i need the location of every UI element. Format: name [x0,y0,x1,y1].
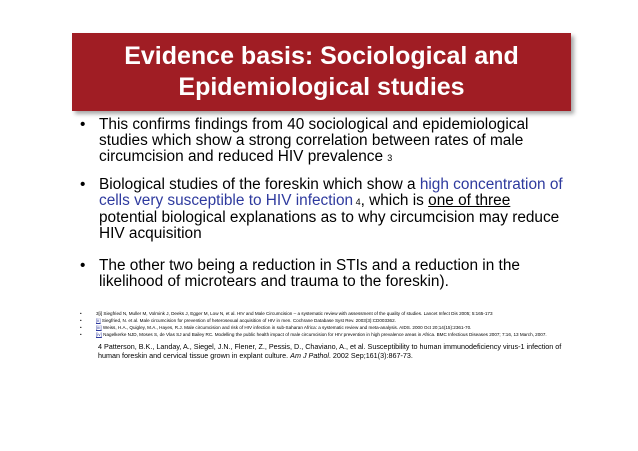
reference-item [80,311,638,318]
bullet-2-line-2 [99,193,600,210]
reference-text: Siegfried N, Muller M, Volmink J, Deeks J, Egger M, Low N, et al. HIV and Male Circumcision – a systematic review with assessment of the quality of studies. Lancet Infect Dis 2005; 5:165-173 [103,311,493,316]
bullet-1-line-1: • This confirms findings from 40 sociological and epidemiological [99,116,529,133]
bullet-2-highlight-b: cells very susceptible to HIV infection [99,192,354,209]
patterson-line-2-tail: . 2002 Sep;161(3):867-73. [328,351,413,360]
reference-list [80,311,638,339]
bullet-1-line-2: studies which show a strong correlation between rates of male [99,132,524,149]
title-banner [72,33,571,111]
patterson-citation [98,342,598,360]
reference-link[interactable]: [iv] [96,331,102,337]
bullet-2-line-1 [99,177,600,193]
bullet-3-line-1: • The other two being a reduction in STIs and a reduction in the [99,257,520,274]
reference-link[interactable]: [ii] [96,317,101,323]
bullet-2-underline: one of three [428,192,511,209]
patterson-journal: Am J Pathol [290,351,329,360]
reference-marker: 3[i] [96,311,103,316]
bullet-item-1 [80,117,600,166]
reference-dot: • [80,317,82,323]
reference-dot: • [80,311,82,316]
bullet-2-highlight-a: high concentration of [419,176,563,193]
reference-item [80,318,638,325]
reference-dot: • [80,324,82,330]
slide-title-line-1: Evidence basis: Sociological and [124,42,519,70]
patterson-line-2-text: human foreskin and cervical tissue grown in explant culture. [98,351,291,360]
bullet-1-line-3-text: circumcision and reduced HIV prevalence [99,148,388,165]
bullet-list [80,117,600,290]
bullet-1-ref: 3 [387,153,393,163]
bullet-item-2 [80,177,600,242]
reference-link[interactable]: [iii] [96,324,102,330]
reference-item [80,332,638,339]
slide-title-line-2: Epidemiological studies [178,73,465,101]
patterson-line-1: 4 Patterson, B.K., Landay, A., Siegel, J.N., Flener, Z., Pessis, D., Chaviano, A., et al. Susceptibility to human immunodeficiency virus-1 infection of [98,342,562,351]
bullet-2-line-4: HIV acquisition [99,225,202,242]
reference-text: Weiss, H.A., Quigley, M.A., Hayes, R.J. Male circumcision and risk of HIV infection in sub-Saharan Africa: a systematic review and meta-analysis. AIDS. 2000 Oct 20;14(15):2361-70. [102,324,472,330]
bullet-2-line-1-text: Biological studies of the foreskin which show a [99,176,420,193]
bullet-2-line-3: potential biological explanations as to why circumcision may reduce [99,209,560,226]
bullet-item-3 [80,258,600,290]
bullet-3-line-2: likelihood of microtears and trauma to the foreskin). [99,273,449,290]
bullet-1-line-3 [99,149,600,166]
patterson-line-2 [98,351,598,360]
reference-text: Nagelkerke NJD, Moses S, de Vlas SJ and Bailey RC. Modelling the public health impact of male circumcision for HIV prevention in high prevalence areas in Africa. BMC Infectious Diseases 2007; 7:16, 13 March, 2007. [103,331,547,337]
bullet-2-line-2-text: , which is [360,192,429,209]
reference-text: Siegfried, N. et al. Male circumcision for prevention of heterosexual acquisition of HIV in men. Cochrane Database Syst Rev. 2003(3):CD003362. [101,317,396,323]
reference-item [80,325,638,332]
bullet-2-ref: 4 [353,197,361,207]
reference-dot: • [80,331,82,337]
